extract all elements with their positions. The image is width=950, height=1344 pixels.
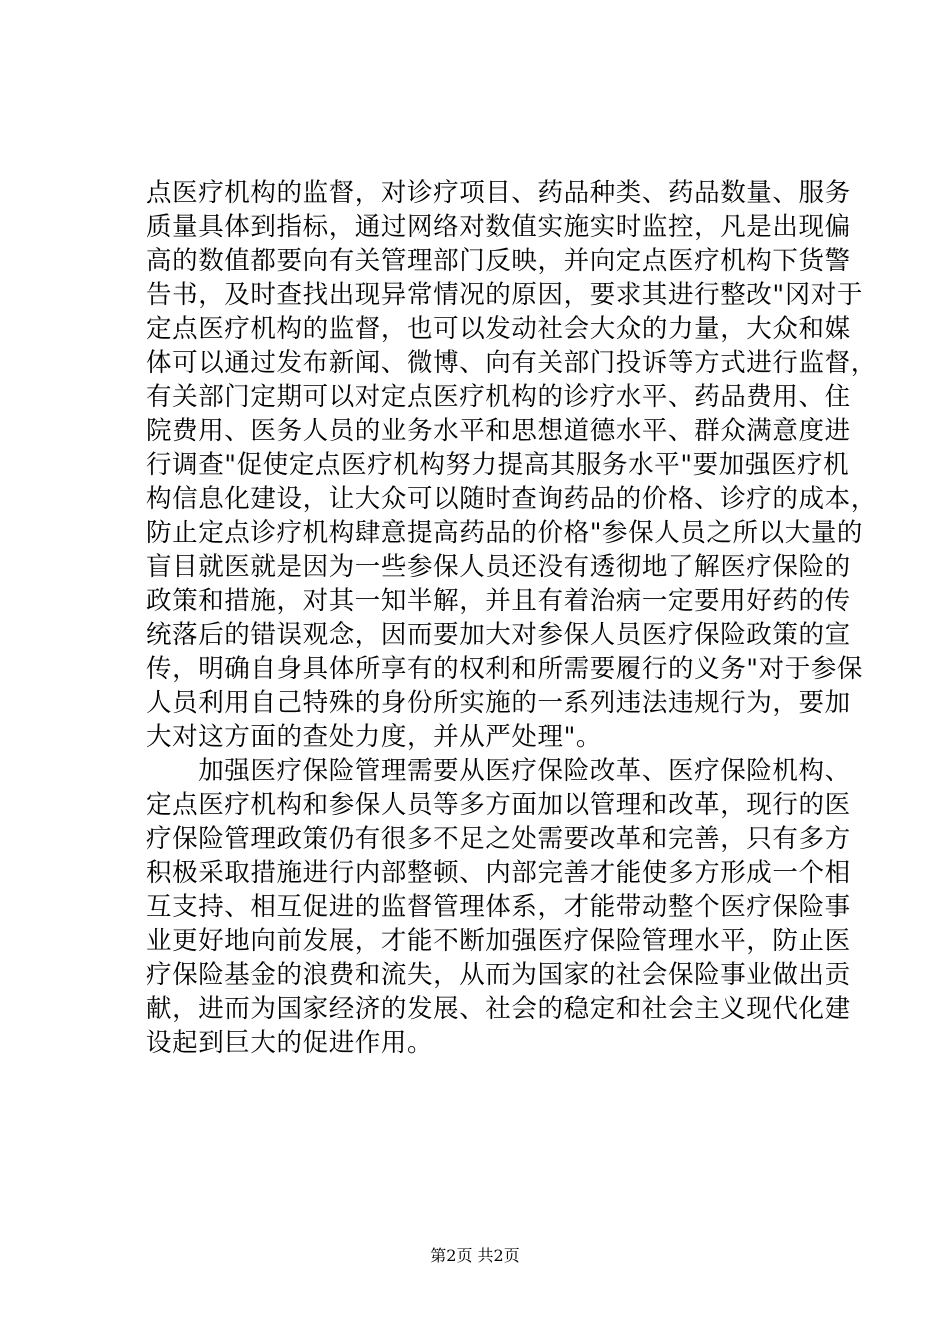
text-line: 质量具体到指标，通过网络对数值实施实时监控，凡是出现偏 xyxy=(146,212,851,242)
text-line: 疗保险基金的浪费和流失，从而为国家的社会保险事业做出贡 xyxy=(146,960,851,990)
page-number-label: 第2页 共2页 xyxy=(430,1246,520,1265)
text-line: 定点医疗机构的监督，也可以发动社会大众的力量，大众和媒 xyxy=(146,314,851,344)
text-line: 业更好地向前发展，才能不断加强医疗保险管理水平，防止医 xyxy=(146,926,851,956)
text-line: 传，明确自身具体所享有的权利和所需要履行的义务"对于参保 xyxy=(146,654,864,684)
text-line: 点医疗机构的监督，对诊疗项目、药品种类、药品数量、服务 xyxy=(146,178,851,208)
text-line: 行调查"促使定点医疗机构努力提高其服务水平"要加强医疗机 xyxy=(146,450,850,480)
text-line: 告书，及时查找出现异常情况的原因，要求其进行整改"冈对于 xyxy=(146,280,864,310)
body-text xyxy=(146,176,877,1060)
text-line: 疗保险管理政策仍有很多不足之处需要改革和完善，只有多方 xyxy=(146,824,851,854)
text-line: 献，进而为国家经济的发展、社会的稳定和社会主义现代化建 xyxy=(146,994,851,1024)
text-line: 有关部门定期可以对定点医疗机构的诊疗水平、药品费用、住 xyxy=(146,382,851,412)
text-line: 统落后的错误观念，因而要加大对参保人员医疗保险政策的宣 xyxy=(146,620,851,650)
text-line: 加强医疗保险管理需要从医疗保险改革、医疗保险机构、 xyxy=(146,756,851,786)
text-line: 防止定点诊疗机构肆意提高药品的价格"参保人员之所以大量的 xyxy=(146,518,864,548)
text-line: 人员利用自己特殊的身份所实施的一系列违法违规行为，要加 xyxy=(146,688,851,718)
text-line: 定点医疗机构和参保人员等多方面加以管理和改革，现行的医 xyxy=(146,790,851,820)
text-line: 设起到巨大的促进作用。 xyxy=(146,1028,434,1058)
text-line: 构信息化建设，让大众可以随时查询药品的价格、诊疗的成本， xyxy=(146,484,877,514)
page-footer xyxy=(0,1244,950,1268)
text-line: 体可以通过发布新闻、微博、向有关部门投诉等方式进行监督， xyxy=(146,348,877,378)
text-line: 积极采取措施进行内部整顿、内部完善才能使多方形成一个相 xyxy=(146,858,851,888)
text-line: 盲目就医就是因为一些参保人员还没有透彻地了解医疗保险的 xyxy=(146,552,851,582)
text-line: 高的数值都要向有关管理部门反映，并向定点医疗机构下货警 xyxy=(146,246,851,276)
text-line: 互支持、相互促进的监督管理体系，才能带动整个医疗保险事 xyxy=(146,892,851,922)
text-line: 大对这方面的查处力度，并从严处理"。 xyxy=(146,722,603,752)
text-line: 院费用、医务人员的业务水平和思想道德水平、群众满意度进 xyxy=(146,416,851,446)
text-line: 政策和措施，对其一知半解，并且有着治病一定要用好药的传 xyxy=(146,586,851,616)
